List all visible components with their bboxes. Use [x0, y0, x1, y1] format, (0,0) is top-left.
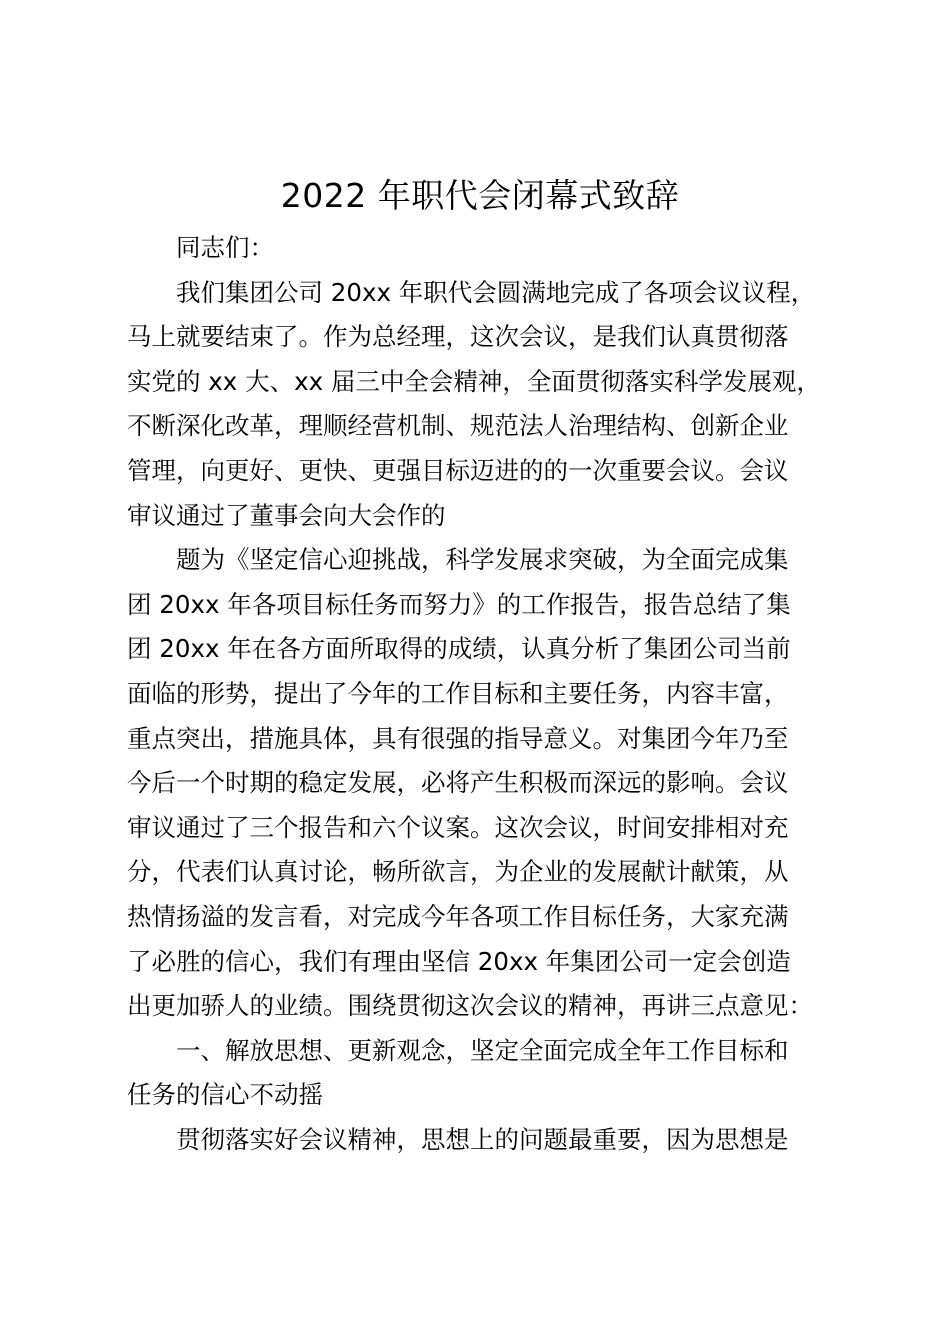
paragraph-1: [127, 271, 833, 539]
paragraph-2: [127, 538, 833, 1029]
heading-line: 任务的信心不动摇: [127, 1080, 323, 1110]
paragraph-line: 管理，向更好、更快、更强目标迈进的的一次重要会议。会议: [127, 455, 789, 485]
paragraph-line: 分，代表们认真讨论，畅所欲言，为企业的发展献计献策，从: [127, 857, 789, 887]
paragraph-line: 我们集团公司 20xx 年职代会圆满地完成了各项会议议程，: [176, 277, 816, 307]
paragraph-line: 面临的形势，提出了今年的工作目标和主要任务，内容丰富，: [127, 678, 789, 708]
paragraph-line: 不断深化改革，理顺经营机制、规范法人治理结构、创新企业: [127, 411, 789, 441]
paragraph-line: 审议通过了三个报告和六个议案。这次会议，时间安排相对充: [127, 812, 789, 842]
paragraph-line: 实党的 xx 大、xx 届三中全会精神，全面贯彻落实科学发展观，: [127, 366, 821, 396]
document-title: 2022 年职代会闭幕式致辞: [280, 176, 680, 215]
paragraph-line: 团 20xx 年各项目标任务而努力》的工作报告，报告总结了集: [127, 589, 791, 619]
heading-line: 一、解放思想、更新观念，坚定全面完成全年工作目标和: [176, 1035, 789, 1065]
paragraph-line: 贯彻落实好会议精神，思想上的问题最重要，因为思想是: [176, 1124, 789, 1154]
paragraph-line: 题为《坚定信心迎挑战，科学发展求突破，为全面完成集: [176, 545, 789, 575]
paragraph-line: 马上就要结束了。作为总经理，这次会议，是我们认真贯彻落: [127, 322, 789, 352]
paragraph-line: 重点突出，措施具体，具有很强的指导意义。对集团今年乃至: [127, 723, 789, 753]
document-page: [127, 170, 833, 1162]
paragraph-3: [127, 1118, 833, 1163]
paragraph-line: 团 20xx 年在各方面所取得的成绩，认真分析了集团公司当前: [127, 634, 791, 664]
paragraph-line: 审议通过了董事会向大会作的: [127, 500, 446, 530]
paragraph-line: 了必胜的信心，我们有理由坚信 20xx 年集团公司一定会创造: [127, 946, 791, 976]
paragraph-line: 今后一个时期的稳定发展，必将产生积极而深远的影响。会议: [127, 768, 789, 798]
salutation: [127, 226, 833, 271]
salutation-text: 同志们：: [176, 233, 274, 262]
paragraph-line: 出更加骄人的业绩。围绕贯彻这次会议的精神，再讲三点意见：: [127, 991, 813, 1021]
paragraph-line: 热情扬溢的发言看，对完成今年各项工作目标任务，大家充满: [127, 901, 789, 931]
section-heading-1: [127, 1029, 833, 1118]
